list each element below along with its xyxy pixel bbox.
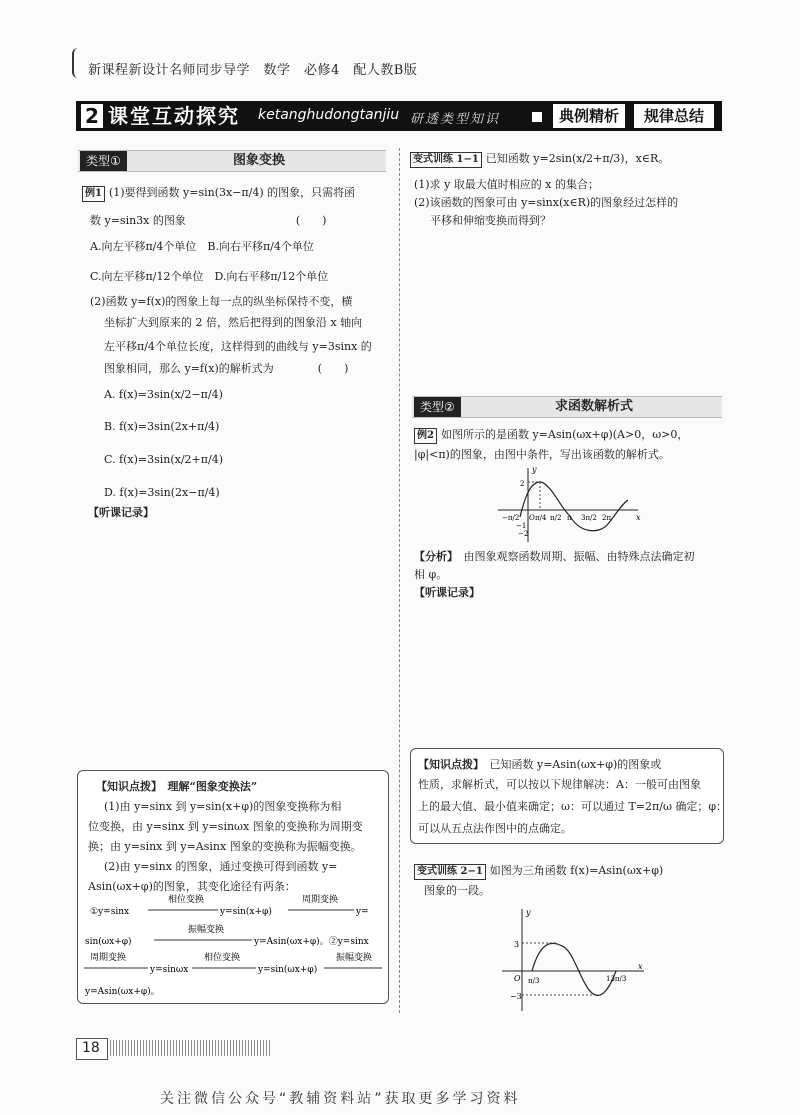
ex1-line-4: (2)函数 y=f(x)的图象上每一点的纵坐标保持不变，横 bbox=[90, 295, 353, 308]
chain2-start: sin(ωx+φ) bbox=[85, 937, 132, 947]
example2-graph bbox=[490, 462, 645, 547]
example2-line1: 如图所示的是函数 y=Asin(ωx+φ)(A>0，ω>0， bbox=[440, 428, 689, 441]
variant1-block bbox=[410, 152, 669, 168]
example1-block bbox=[82, 186, 355, 202]
option-d: D. f(x)=3sin(2x−π/4) bbox=[104, 486, 220, 499]
chain3-m2: y=sin(ωx+φ) bbox=[258, 965, 318, 975]
chain1-a2: 周期变换 bbox=[302, 895, 339, 905]
g2-origin: O bbox=[514, 974, 521, 983]
chain3-m1: y=sinωx bbox=[150, 965, 189, 975]
example1-tag: 例1 bbox=[82, 186, 105, 202]
book-title: 新课程新设计名师同步导学 数学 必修4 配人教B版 bbox=[88, 63, 418, 78]
example2-block bbox=[414, 428, 688, 444]
notes-label-left: 【听课记录】 bbox=[88, 506, 154, 519]
chain1-end: y= bbox=[356, 907, 369, 917]
variant2-line1: 如图为三角函数 f(x)=Asin(ωx+φ) bbox=[489, 864, 664, 877]
g1-tick-3pi2: 3π/2 bbox=[581, 514, 597, 522]
kp-line-0: (1)由 y=sinx 到 y=sin(x+φ)的图象变换称为相 bbox=[104, 800, 342, 813]
transform-chains bbox=[80, 890, 385, 1000]
banner-box-rules: 规律总结 bbox=[634, 104, 714, 128]
variant2-graph bbox=[498, 905, 648, 1015]
ex1-line-1: 数 y=sin3x 的图象 ( ) bbox=[90, 214, 327, 227]
g2-y-label: y bbox=[526, 908, 531, 917]
type2-tag: 类型② bbox=[414, 397, 461, 417]
chain1-m1: y=sin(x+φ) bbox=[220, 907, 272, 917]
ex1-line-0: (1)要得到函数 y=sin(3x−π/4) 的图象，只需将函 bbox=[108, 186, 356, 199]
chain3-a3: 振幅变换 bbox=[336, 953, 373, 963]
analysis-label: 【分析】 bbox=[414, 550, 453, 563]
variant1-q2a: (2)该函数的图象可由 y=sinx(x∈R)的图象经过怎样的 bbox=[414, 196, 679, 209]
g1-tick-neg1: −1 bbox=[516, 522, 527, 530]
kp2-line-0: 已知函数 y=Asin(ωx+φ)的图象或 bbox=[489, 758, 662, 771]
chain1-start: ①y=sinx bbox=[90, 907, 130, 917]
chain2-a1: 振幅变换 bbox=[188, 925, 225, 935]
ex1-line-2: A.向左平移π/4个单位 B.向右平移π/4个单位 bbox=[90, 240, 314, 253]
option-b: B. f(x)=3sin(2x+π/4) bbox=[104, 420, 220, 433]
g1-tick-pi4: π/4 bbox=[535, 514, 547, 522]
section-title: 课堂互动探究 bbox=[108, 104, 240, 128]
column-divider bbox=[399, 148, 400, 1013]
g2-tick-3: 3 bbox=[514, 940, 520, 949]
g2-x-label: x bbox=[638, 962, 643, 971]
page-number: 18 bbox=[82, 1040, 100, 1056]
type1-title: 图象变换 bbox=[233, 153, 286, 168]
g2-curve bbox=[532, 943, 616, 995]
chain3-a1: 周期变换 bbox=[90, 953, 127, 963]
kp-line-4: Asin(ωx+φ)的图象，其变化途径有两条： bbox=[88, 880, 296, 893]
g1-tick-neg2: −2 bbox=[518, 530, 529, 538]
variant2-line2: 图象的一段。 bbox=[424, 884, 490, 897]
footer-note: 关注微信公众号“教辅资料站”获取更多学习资料 bbox=[160, 1091, 521, 1107]
banner-square-icon bbox=[532, 112, 542, 122]
analysis-text2: 相 φ。 bbox=[414, 568, 448, 581]
variant1-q2b: 平移和伸缩变换而得到？ bbox=[430, 214, 551, 227]
banner-box-examples: 典例精析 bbox=[553, 104, 625, 128]
kp2-title: 【知识点拨】 bbox=[418, 758, 479, 771]
chain1-a1: 相位变换 bbox=[168, 895, 205, 905]
kp-line-2: 换；由 y=sinx 到 y=Asinx 图象的变换称为振幅变换。 bbox=[88, 840, 362, 853]
g1-tick-2pi: 2π bbox=[602, 514, 612, 522]
g2-tick-pi3: π/3 bbox=[528, 977, 540, 985]
g1-tick-pi: π bbox=[567, 514, 572, 522]
chain4-end: y=Asin(ωx+φ)。 bbox=[85, 987, 160, 997]
variant1-tag: 变式训练 1−1 bbox=[410, 152, 482, 168]
kp-line-1: 位变换，由 y=sinx 到 y=sinωx 图象的变换称为周期变 bbox=[88, 820, 363, 833]
type1-tag: 类型① bbox=[80, 151, 127, 171]
kp-line-3: (2)由 y=sinx 的图象，通过变换可得到函数 y= bbox=[104, 860, 338, 873]
type2-title: 求函数解析式 bbox=[555, 399, 634, 414]
variant2-tag: 变式训练 2−1 bbox=[414, 864, 486, 880]
section-subtitle: 研透类型知识 bbox=[410, 112, 501, 127]
variant1-q1: (1)求 y 取最大值时相应的 x 的集合； bbox=[414, 178, 599, 191]
kp2-first-line bbox=[418, 758, 661, 772]
g2-tick-neg3: −3 bbox=[510, 992, 522, 1001]
g1-origin: O bbox=[529, 514, 535, 522]
example2-line2: |φ|<π)的图象，由图中条件，写出该函数的解析式。 bbox=[414, 448, 670, 461]
chain3-a2: 相位变换 bbox=[204, 953, 241, 963]
kp2-line-1: 性质，求解析式，可以按以下规律解决：A：一般可由图象 bbox=[418, 778, 701, 791]
analysis-block bbox=[414, 550, 695, 564]
ex1-line-6: 左平移π/4个单位长度，这样得到的曲线与 y=3sinx 的 bbox=[104, 340, 372, 353]
section-number: 2 bbox=[81, 104, 103, 128]
example2-tag: 例2 bbox=[414, 428, 437, 444]
option-c: C. f(x)=3sin(x/2+π/4) bbox=[104, 453, 223, 466]
g1-tick-2: 2 bbox=[520, 480, 525, 488]
g2-tick-13pi3: 13π/3 bbox=[606, 975, 627, 983]
kp2-line-3: 可以从五点法作图中的点确定。 bbox=[418, 822, 572, 835]
ex1-line-3: C.向左平移π/12个单位 D.向右平移π/12个单位 bbox=[90, 270, 329, 283]
footer-dots bbox=[110, 1040, 270, 1056]
chain2-m1: y=Asin(ωx+φ)。②y=sinx bbox=[254, 937, 369, 947]
g1-y-label: y bbox=[532, 465, 537, 474]
ex1-line-5: 坐标扩大到原来的 2 倍，然后把得到的图象沿 x 轴向 bbox=[104, 316, 363, 329]
kp-title-left: 【知识点拨】 理解“图象变换法” bbox=[96, 780, 258, 793]
margin-bracket bbox=[72, 48, 80, 78]
analysis-text1: 由图象观察函数周期、振幅、由特殊点法确定初 bbox=[463, 550, 695, 563]
variant1-line: 已知函数 y=2sin(x/2+π/3)，x∈R。 bbox=[485, 152, 670, 165]
option-a: A. f(x)=3sin(x/2−π/4) bbox=[104, 388, 223, 401]
g1-tick-pi2: π/2 bbox=[550, 514, 562, 522]
section-pinyin: ketanghudongtanjiu bbox=[258, 107, 400, 123]
notes-label-right: 【听课记录】 bbox=[414, 586, 480, 599]
g1-tick-neg-half-pi: −π/2 bbox=[502, 514, 520, 522]
kp2-line-2: 上的最大值、最小值来确定；ω：可以通过 T=2π/ω 确定；φ： bbox=[418, 800, 728, 813]
ex1-line-7: 图象相同，那么 y=f(x)的解析式为 ( ) bbox=[104, 362, 349, 375]
variant2-block bbox=[414, 864, 663, 880]
g1-x-label: x bbox=[636, 513, 641, 522]
g1-curve bbox=[520, 482, 628, 531]
